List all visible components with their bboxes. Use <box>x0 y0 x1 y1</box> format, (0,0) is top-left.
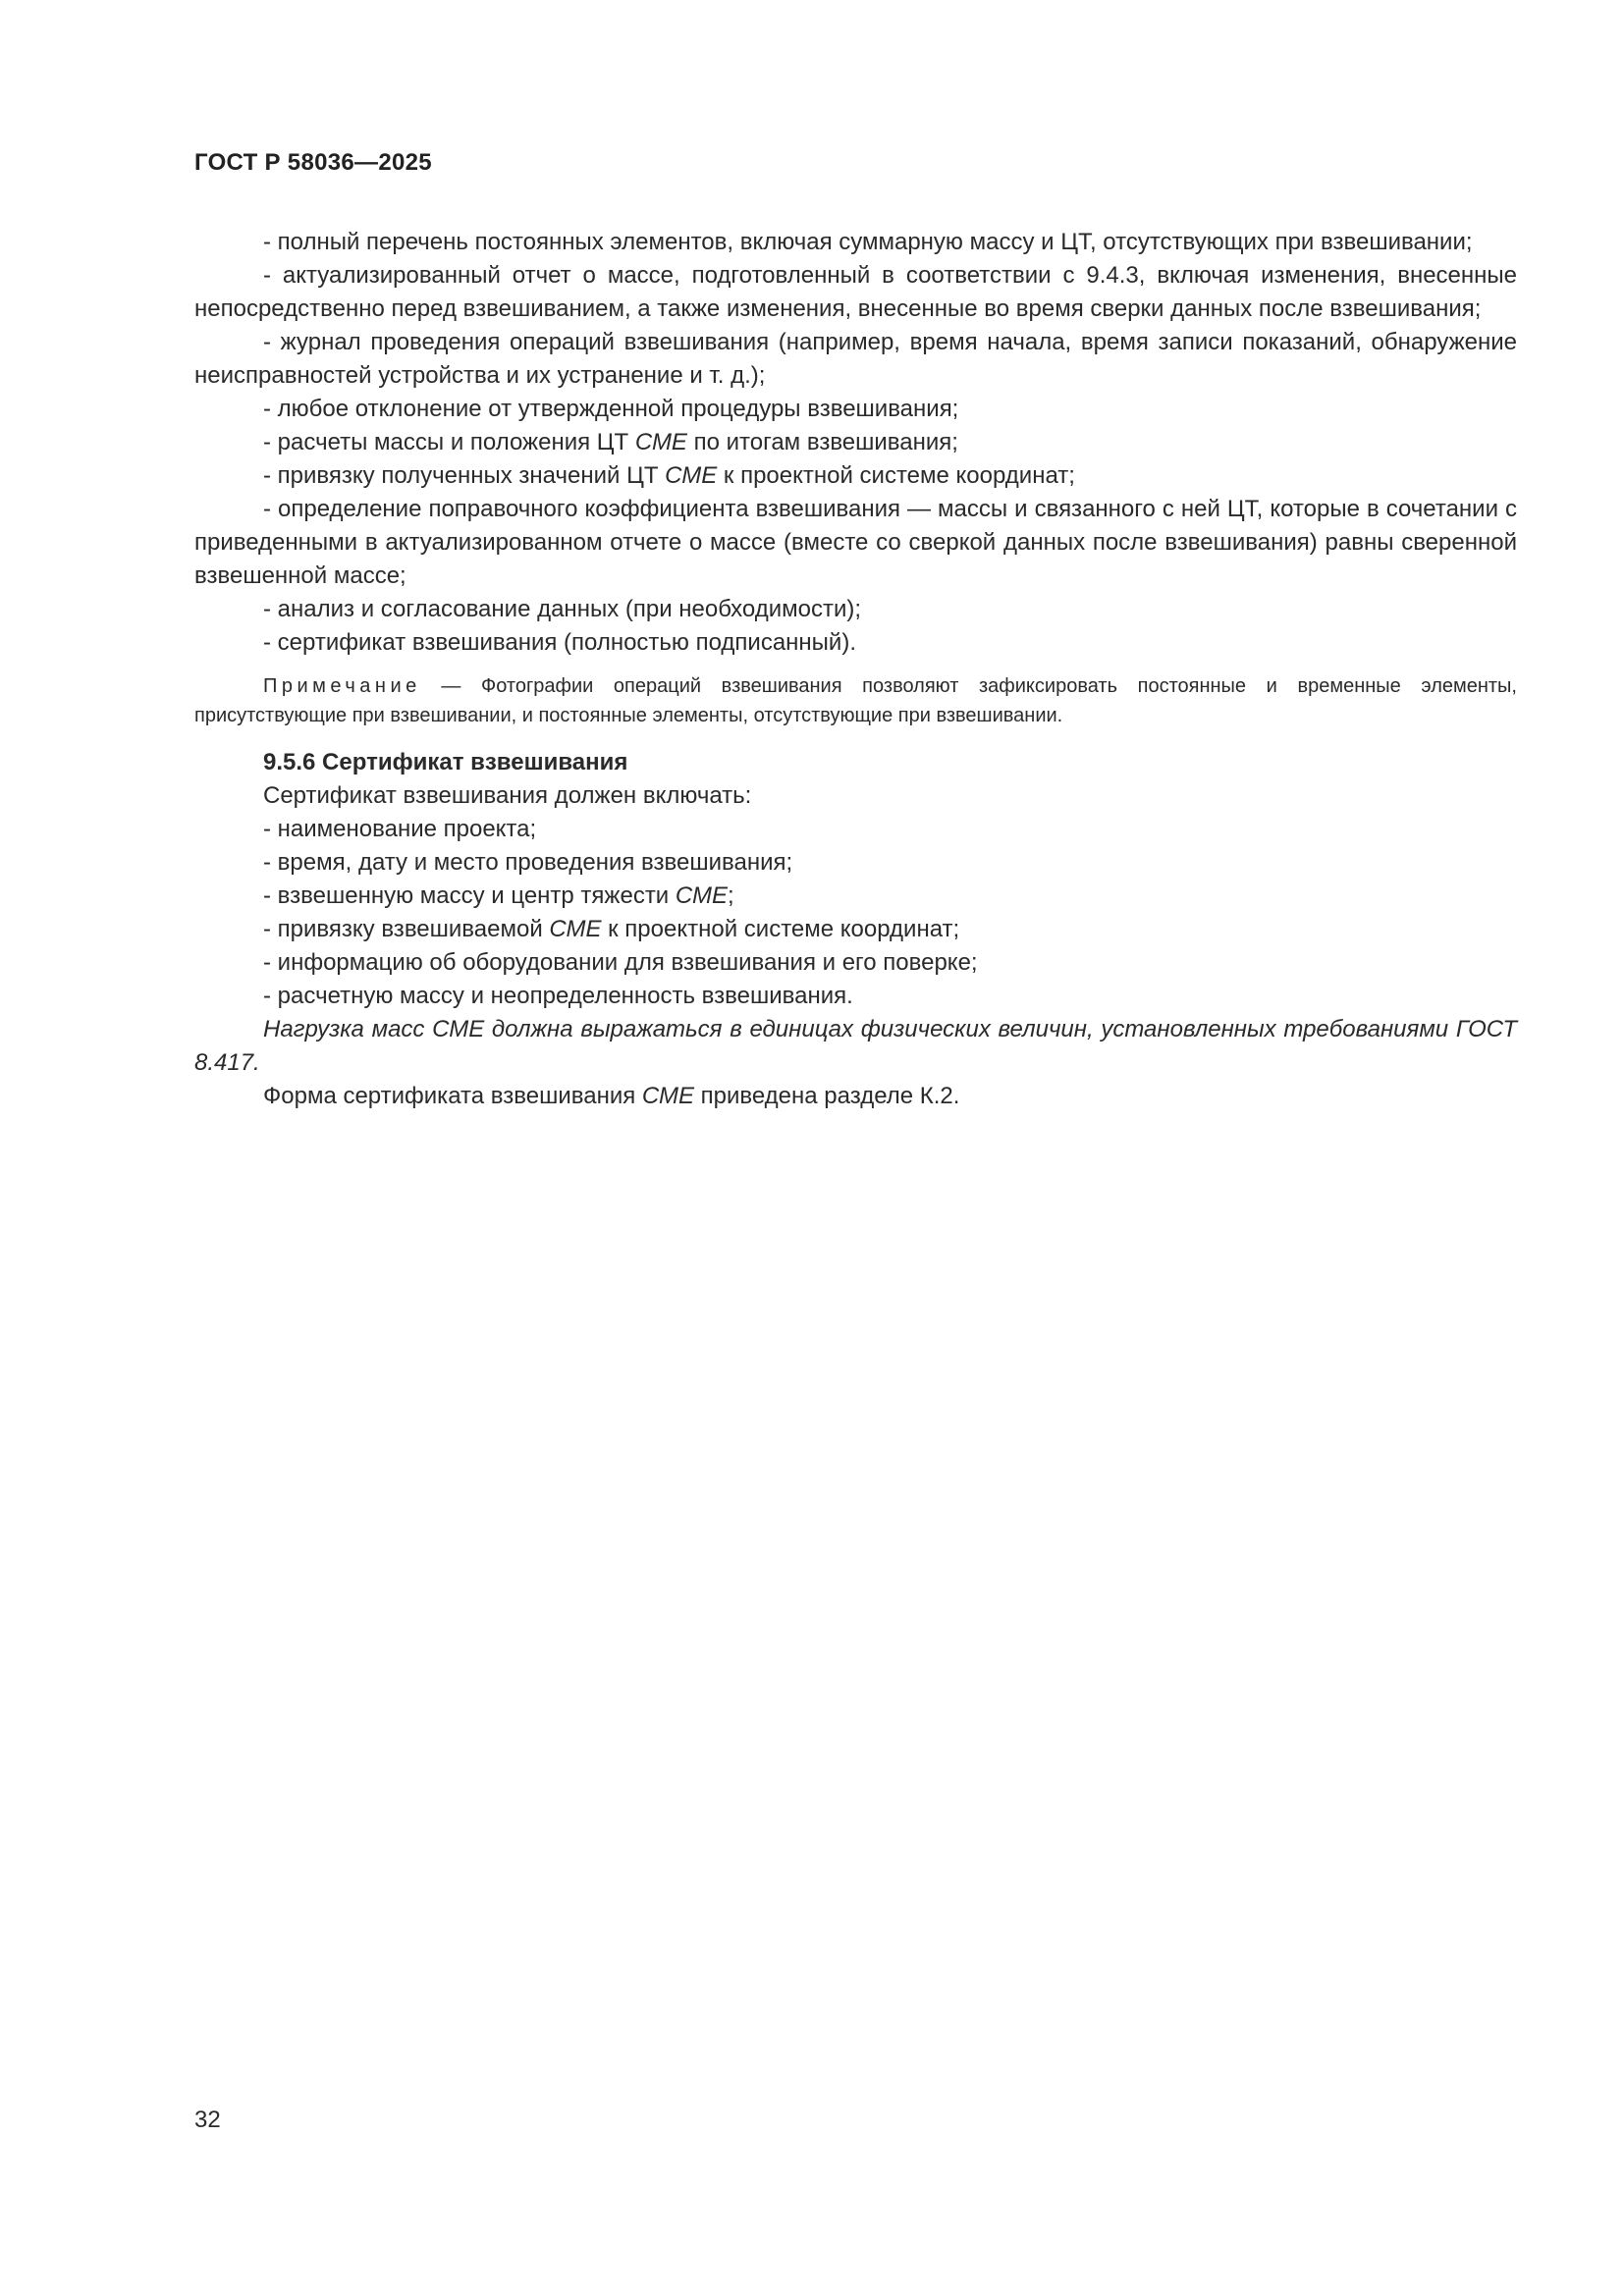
list-item <box>194 459 1517 493</box>
abbreviation: СМЕ <box>675 882 728 909</box>
abbreviation: СМЕ <box>634 429 687 455</box>
list-item-text: - взвешенную массу и центр тяжести <box>263 882 676 909</box>
list-item: - наименование проекта; <box>263 816 537 842</box>
list-item-text: ; <box>727 882 734 909</box>
italic-paragraph <box>194 1013 1517 1080</box>
section-intro: Сертификат взвешивания должен включать: <box>263 782 752 809</box>
page-number: 32 <box>194 2107 221 2133</box>
note-text: — Фотографии операций взвешивания позволяют зафиксировать постоянные и временные элементы, присутствующие при взвешивании, и постоянные элементы, отсутствующие при взвешивании. <box>194 675 1517 726</box>
list-item: - время, дату и место проведения взвешивания; <box>263 849 793 876</box>
list-item: - полный перечень постоянных элементов, включая суммарную массу и ЦТ, отсутствующих при взвешивании; <box>263 229 1473 255</box>
note-label: Примечание <box>263 675 421 697</box>
list-item-text: к проектной системе координат; <box>717 462 1075 489</box>
list-item <box>194 913 1517 946</box>
document-code-header: ГОСТ Р 58036—2025 <box>194 149 432 176</box>
list-item: - информацию об оборудовании для взвешивания и его поверке; <box>263 949 978 976</box>
list-item-text: к проектной системе координат; <box>601 916 960 942</box>
list-item: - любое отклонение от утвержденной процедуры взвешивания; <box>263 396 959 422</box>
italic-text: Нагрузка масс СМЕ должна выражаться в единицах физических величин, установленных требованиями ГОСТ 8.417. <box>194 1016 1517 1076</box>
paragraph-text: приведена разделе К.2. <box>693 1083 960 1109</box>
list-item <box>194 426 1517 459</box>
abbreviation: СМЕ <box>641 1083 694 1109</box>
list-item-text: - привязку взвешиваемой <box>263 916 550 942</box>
list-item: - сертификат взвешивания (полностью подписанный). <box>263 629 856 656</box>
list-item: - расчетную массу и неопределенность взвешивания. <box>263 983 853 1009</box>
page-body <box>194 226 1517 1113</box>
form-reference-paragraph <box>194 1080 1517 1113</box>
list-item-text: по итогам взвешивания; <box>686 429 958 455</box>
list-item: - актуализированный отчет о массе, подготовленный в соответствии с 9.4.3, включая изменения, внесенные непосредственно перед взвешиванием, а также изменения, внесенные во время сверки данных после взвешивания; <box>194 262 1517 322</box>
list-item: - определение поправочного коэффициента взвешивания — массы и связанного с ней ЦТ, которые в сочетании с приведенными в актуализированном отчете о массе (вместе со сверкой данных после взвешивания) равны сверенной взвешенной массе; <box>194 496 1517 589</box>
list-item-text: - привязку полученных значений ЦТ <box>263 462 666 489</box>
abbreviation: СМЕ <box>549 916 602 942</box>
list-item: - анализ и согласование данных (при необходимости); <box>263 596 862 622</box>
abbreviation: СМЕ <box>665 462 718 489</box>
list-item: - журнал проведения операций взвешивания (например, время начала, время записи показаний, обнаружение неисправностей устройства и их устранение и т. д.); <box>194 329 1517 389</box>
list-item <box>194 880 1517 913</box>
section-heading: 9.5.6 Сертификат взвешивания <box>263 749 628 775</box>
paragraph-text: Форма сертификата взвешивания <box>263 1083 642 1109</box>
note-paragraph <box>194 671 1517 730</box>
list-item-text: - расчеты массы и положения ЦТ <box>263 429 635 455</box>
